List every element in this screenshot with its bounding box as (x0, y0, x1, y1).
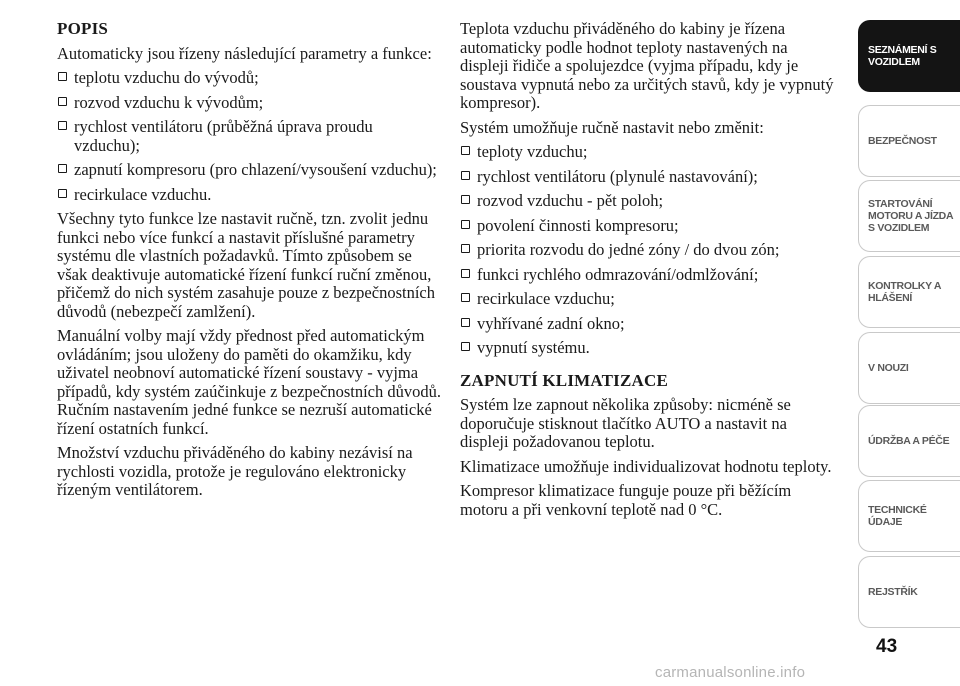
tab-v-nouzi[interactable]: V NOUZI (858, 332, 960, 404)
intro-text: Systém umožňuje ručně nastavit nebo změnit: (460, 117, 764, 137)
list-item: funkci rychlého odmrazování/odmlžování; (460, 266, 835, 285)
list-item: povolení činnosti kompresoru; (460, 217, 835, 236)
intro-text: Teplota vzduchu přiváděného do kabiny je řízena automaticky podle hodnot teploty nastavených na displeji řidiče a spolujezdce (vyjma případu, kdy je soustava vypnutá nebo za určitých stavů, kdy je vypnutý kompresor). (460, 19, 834, 112)
list-item: teploty vzduchu; (460, 143, 835, 162)
list-item: vyhřívané zadní okno; (460, 315, 835, 334)
tab-udrzba[interactable]: ÚDRŽBA A PÉČE (858, 405, 960, 477)
paragraph: Kompresor klimatizace funguje pouze při běžícím motoru a při venkovní teplotě nad 0 °C. (460, 481, 792, 519)
list-item: vypnutí systému. (460, 339, 835, 358)
list-item: rychlost ventilátoru (průběžná úprava proudu vzduchu); (57, 118, 442, 155)
paragraph: Klimatizace umožňuje individualizovat hodnotu teploty. (460, 456, 832, 476)
tab-kontrolky[interactable]: KONTROLKY A HLÁŠENÍ (858, 256, 960, 328)
list-item: recirkulace vzduchu. (57, 186, 442, 205)
paragraph: Systém lze zapnout několika způsoby: nicméně se doporučuje stisknout tlačítko AUTO a nastavit na displeji požadovanou teplotu. (460, 395, 791, 451)
list-item: recirkulace vzduchu; (460, 290, 835, 309)
list-item: teplotu vzduchu do vývodů; (57, 69, 442, 88)
page-number: 43 (876, 636, 898, 657)
tab-technicke-udaje[interactable]: TECHNICKÉ ÚDAJE (858, 480, 960, 552)
watermark: carmanualsonline.info (655, 664, 806, 681)
list-item: rozvod vzduchu k vývodům; (57, 94, 442, 113)
list-item: rozvod vzduchu - pět poloh; (460, 192, 835, 211)
section-heading-popis: POPIS (57, 19, 109, 38)
paragraph: Všechny tyto funkce lze nastavit ručně, tzn. zvolit jednu funkci nebo více funkcí a nastavit příslušné parametry systému dle vlastních požadavků. Tímto způsobem se však deaktivuje automatické řízení funkcí ruční změnou, přičemž do nich systém zasahuje pouze z bezpečnostních důvodů (nebezpečí zamlžení). (57, 209, 435, 321)
tab-seznameni[interactable]: SEZNÁMENÍ S VOZIDLEM (858, 20, 960, 92)
list-item: priorita rozvodu do jedné zóny / do dvou zón; (460, 241, 835, 260)
tab-rejstrik[interactable]: REJSTŘÍK (858, 556, 960, 628)
list-item: zapnutí kompresoru (pro chlazení/vysoušení vzduchu); (57, 161, 442, 180)
paragraph: Množství vzduchu přiváděného do kabiny nezávisí na rychlosti vozidla, protože je regulováno elektronicky řízeným ventilátorem. (57, 443, 413, 499)
tab-bezpecnost[interactable]: BEZPEČNOST (858, 105, 960, 177)
right-column (460, 20, 835, 525)
tab-startovani[interactable]: STARTOVÁNÍ MOTORU A JÍZDA S VOZIDLEM (858, 180, 960, 252)
intro-text: Automaticky jsou řízeny následující parametry a funkce: (57, 43, 432, 63)
list-item: rychlost ventilátoru (plynulé nastavování); (460, 168, 835, 187)
paragraph: Manuální volby mají vždy přednost před automatickým ovládáním; jsou uloženy do paměti do okamžiku, kdy uživatel neobnoví automatické řízení soustavy - vyjma případů, kdy systém zaúčinkuje z bezpečnostních důvodů. Ručním nastavením jedné funkce se nezruší automatické řízení ostatních funkcí. (57, 326, 441, 438)
left-column (57, 20, 442, 506)
section-heading-zapnuti: ZAPNUTÍ KLIMATIZACE (460, 370, 668, 390)
